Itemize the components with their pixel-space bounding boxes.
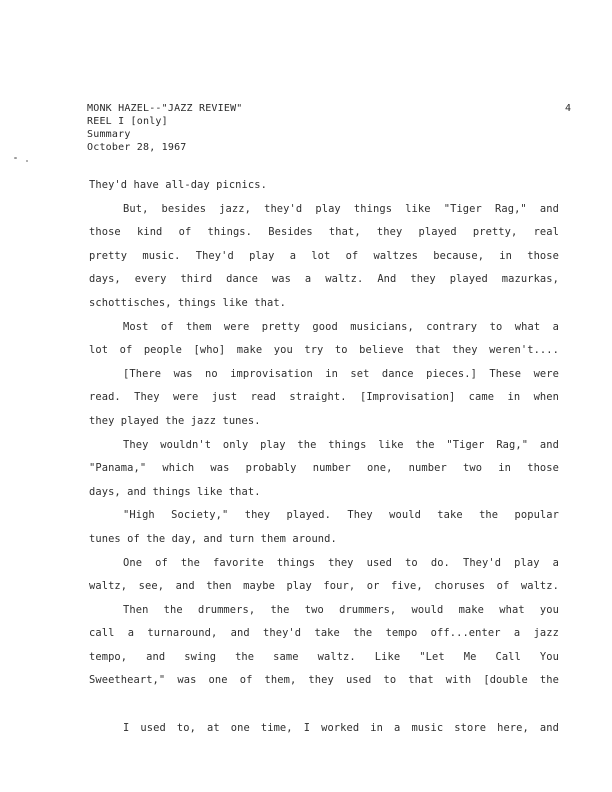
document-header (87, 102, 243, 154)
text-line: One of the favorite things they used to do. They'd play a (123, 556, 559, 569)
text-line: [There was no improvisation in set dance pieces.] These were (123, 367, 559, 380)
text-line: Sweetheart," was one of them, they used to that with [double the (89, 674, 559, 687)
text-line: But, besides jazz, they'd play things like "Tiger Rag," and (123, 202, 559, 215)
text-line: They'd have all-day picnics. (89, 179, 267, 191)
scan-speck (26, 160, 28, 162)
text-line: lot of people [who] make you try to believe that they weren't.... (89, 344, 559, 357)
text-line: tempo, and swing the same waltz. Like "Let Me Call You (89, 650, 559, 663)
text-line: schottisches, things like that. (89, 296, 287, 309)
text-line: call a turnaround, and they'd take the tempo off...enter a jazz (89, 627, 559, 640)
page-number: 4 (565, 103, 572, 114)
header-title: MONK HAZEL--"JAZZ REVIEW" (87, 103, 243, 114)
text-line: I used to, at one time, I worked in a music store here, and (123, 721, 559, 734)
text-line-with-faint-note (89, 693, 559, 717)
text-line: those kind of things. Besides that, they played pretty, real (89, 226, 559, 239)
header-summary: Summary (87, 129, 131, 140)
text-line: "High Society," they played. They would take the popular (123, 509, 559, 522)
text-line: They wouldn't only play the things like the "Tiger Rag," and (123, 438, 559, 451)
text-line: tunes of the day, and turn them around. (89, 532, 337, 545)
text-line: Most of them were pretty good musicians, contrary to what a (123, 320, 559, 333)
text-line: Then the drummers, the two drummers, would make what you (123, 603, 559, 616)
text-line: they played the jazz tunes. (89, 414, 261, 427)
text-line: days, every third dance was a waltz. And they played mazurkas, (89, 273, 559, 286)
text-line: days, and things like that. (89, 485, 261, 498)
transcript-body (89, 174, 559, 740)
text-line: waltz, see, and then maybe play four, or five, choruses of waltz. (89, 580, 559, 593)
text-line: read. They were just read straight. [Improvisation] came in when (89, 391, 559, 404)
text-line: "Panama," which was probably number one, number two in those (89, 462, 559, 475)
scan-speck (14, 157, 17, 159)
text-line: pretty music. They'd play a lot of waltzes because, in those (89, 249, 559, 262)
header-date: October 28, 1967 (87, 142, 187, 153)
header-reel: REEL I [only] (87, 116, 168, 127)
